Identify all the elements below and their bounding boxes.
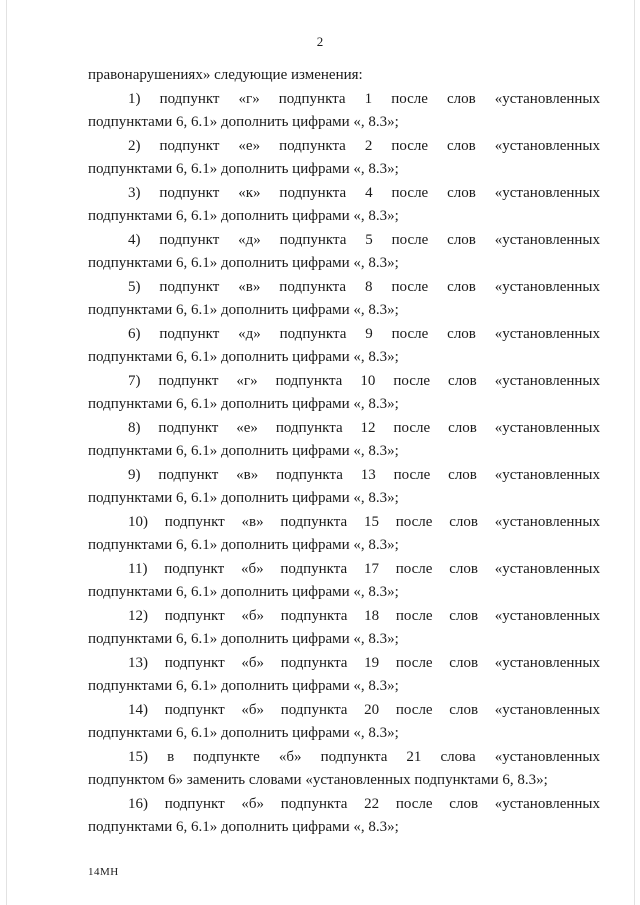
amendment-item-first-line: 15) в подпункте «б» подпункта 21 слова «установленных <box>128 748 600 765</box>
amendment-item-first-line: 4) подпункт «д» подпункта 5 после слов «установленных <box>128 231 600 248</box>
amendment-item <box>88 88 600 135</box>
amendment-item-first-line: 7) подпункт «г» подпункта 10 после слов «установленных <box>128 372 600 389</box>
amendment-item-first-line: 6) подпункт «д» подпункта 9 после слов «установленных <box>128 325 600 342</box>
amendment-item-first-line: 8) подпункт «е» подпункта 12 после слов «установленных <box>128 419 600 436</box>
scan-edge-right <box>634 0 635 905</box>
amendment-item-second-line: подпунктами 6, 6.1» дополнить цифрами «, 8.3»; <box>88 349 399 365</box>
amendment-item <box>88 652 600 699</box>
amendment-item <box>88 511 600 558</box>
amendment-item-first-line: 2) подпункт «е» подпункта 2 после слов «установленных <box>128 137 600 154</box>
amendment-item-first-line: 1) подпункт «г» подпункта 1 после слов «установленных <box>128 90 600 107</box>
amendment-item-first-line: 13) подпункт «б» подпункта 19 после слов «установленных <box>128 654 600 671</box>
amendment-item <box>88 323 600 370</box>
amendment-item-second-line: подпунктами 6, 6.1» дополнить цифрами «, 8.3»; <box>88 396 399 412</box>
amendment-item-second-line: подпунктами 6, 6.1» дополнить цифрами «, 8.3»; <box>88 490 399 506</box>
amendment-item <box>88 464 600 511</box>
amendment-item <box>88 699 600 746</box>
amendment-item <box>88 135 600 182</box>
amendment-item-second-line: подпунктами 6, 6.1» дополнить цифрами «, 8.3»; <box>88 584 399 600</box>
amendment-item-first-line: 3) подпункт «к» подпункта 4 после слов «установленных <box>128 184 600 201</box>
intro-line: правонарушениях» следующие изменения: <box>88 67 363 83</box>
amendment-item <box>88 276 600 323</box>
amendment-item-first-line: 5) подпункт «в» подпункта 8 после слов «установленных <box>128 278 600 295</box>
amendment-item-first-line: 9) подпункт «в» подпункта 13 после слов «установленных <box>128 466 600 483</box>
scan-edge-left <box>6 0 7 905</box>
amendment-item-second-line: подпунктами 6, 6.1» дополнить цифрами «, 8.3»; <box>88 208 399 224</box>
amendment-item-first-line: 11) подпункт «б» подпункта 17 после слов «установленных <box>128 560 600 577</box>
document-body <box>88 64 600 840</box>
amendment-item <box>88 793 600 840</box>
amendment-item-second-line: подпунктами 6, 6.1» дополнить цифрами «, 8.3»; <box>88 161 399 177</box>
amendment-item <box>88 182 600 229</box>
amendment-item-second-line: подпунктом 6» заменить словами «установленных подпунктами 6, 8.3»; <box>88 772 548 788</box>
amendment-item-second-line: подпунктами 6, 6.1» дополнить цифрами «, 8.3»; <box>88 678 399 694</box>
amendment-item-second-line: подпунктами 6, 6.1» дополнить цифрами «, 8.3»; <box>88 114 399 130</box>
amendment-item-first-line: 16) подпункт «б» подпункта 22 после слов «установленных <box>128 795 600 812</box>
amendment-item-second-line: подпунктами 6, 6.1» дополнить цифрами «, 8.3»; <box>88 819 399 835</box>
amendment-item <box>88 229 600 276</box>
amendment-item-second-line: подпунктами 6, 6.1» дополнить цифрами «, 8.3»; <box>88 302 399 318</box>
amendment-item <box>88 605 600 652</box>
amendment-list <box>88 88 600 840</box>
amendment-item-second-line: подпунктами 6, 6.1» дополнить цифрами «, 8.3»; <box>88 725 399 741</box>
amendment-item-second-line: подпунктами 6, 6.1» дополнить цифрами «, 8.3»; <box>88 537 399 553</box>
amendment-item <box>88 558 600 605</box>
amendment-item <box>88 746 600 793</box>
amendment-item-second-line: подпунктами 6, 6.1» дополнить цифрами «, 8.3»; <box>88 443 399 459</box>
amendment-item-first-line: 12) подпункт «б» подпункта 18 после слов «установленных <box>128 607 600 624</box>
page-number: 2 <box>316 34 324 49</box>
amendment-item-second-line: подпунктами 6, 6.1» дополнить цифрами «, 8.3»; <box>88 631 399 647</box>
amendment-item <box>88 370 600 417</box>
amendment-item <box>88 417 600 464</box>
amendment-item-first-line: 10) подпункт «в» подпункта 15 после слов «установленных <box>128 513 600 530</box>
amendment-item-first-line: 14) подпункт «б» подпункта 20 после слов «установленных <box>128 701 600 718</box>
amendment-item-second-line: подпунктами 6, 6.1» дополнить цифрами «, 8.3»; <box>88 255 399 271</box>
footer-code: 14МН <box>88 866 119 878</box>
